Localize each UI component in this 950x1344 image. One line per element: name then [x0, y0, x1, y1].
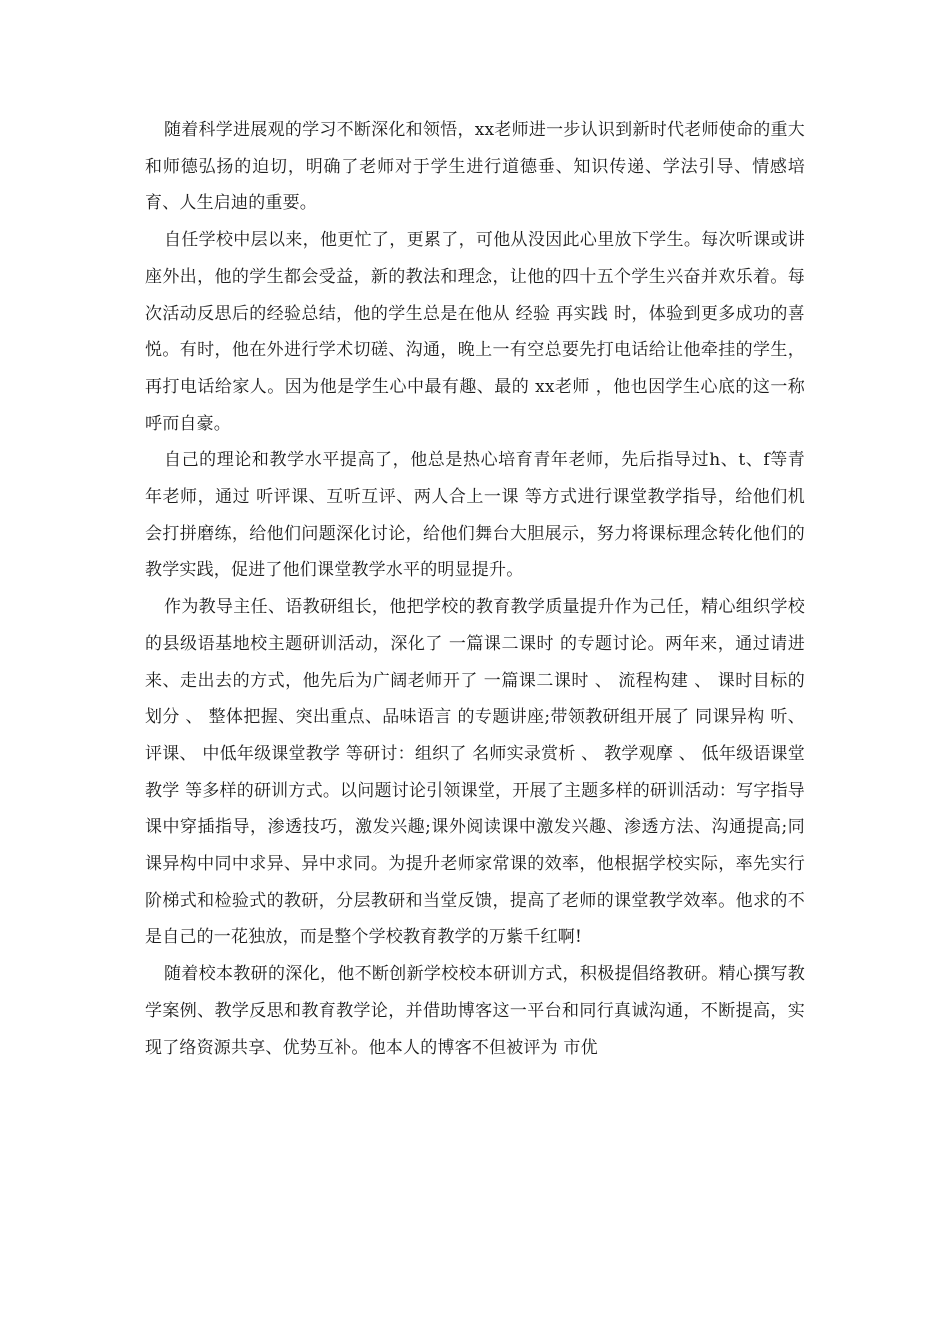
paragraph: 随着校本教研的深化，他不断创新学校校本研训方式，积极提倡络教研。精心撰写教学案例、教学反思和教育教学论，并借助博客这一平台和同行真诚沟通，不断提高，实现了络资源共享、优势互补。他本人的博客不但被评为 市优 [145, 964, 805, 1058]
paragraph: 随着科学进展观的学习不断深化和领悟，xx老师进一步认识到新时代老师使命的重大和师德弘扬的迫切，明确了老师对于学生进行道德垂、知识传递、学法引导、情感培育、人生启迪的重要。 [145, 120, 805, 214]
paragraph: 自己的理论和教学水平提高了，他总是热心培育青年老师，先后指导过h、t、f等青年老师，通过 听评课、互听互评、两人合上一课 等方式进行课堂教学指导，给他们机会打拼磨练，给他们问题深化讨论，给他们舞台大胆展示，努力将课标理念转化他们的教学实践，促进了他们课堂教学水平的明显提升。 [145, 450, 805, 581]
document-body [145, 112, 805, 1066]
paragraph: 作为教导主任、语教研组长，他把学校的教育教学质量提升作为己任，精心组织学校的县级语基地校主题研训活动，深化了 一篇课二课时 的专题讨论。两年来，通过请进来、走出去的方式，他先后为广阔老师开了 一篇课二课时 、 流程构建 、 课时目标的划分 、 整体把握、突出重点、品味语言 的专题讲座;带领教研组开展了 同课异构 听、评课、 中低年级课堂教学 等研讨：组织了 名师实录赏析 、 教学观摩 、 低年级语课堂教学 等多样的研训方式。以问题讨论引领课堂，开展了主题多样的研训活动：写字指导课中穿插指导，渗透技巧，激发兴趣;课外阅读课中激发兴趣、渗透方法、沟通提高;同课异构中同中求异、异中求同。为提升老师家常课的效率，他根据学校实际，率先实行阶梯式和检验式的教研，分层教研和当堂反馈，提高了老师的课堂教学效率。他求的不是自己的一花独放，而是整个学校教育教学的万紫千红啊! [145, 597, 805, 948]
paragraph: 自任学校中层以来，他更忙了，更累了，可他从没因此心里放下学生。每次听课或讲座外出，他的学生都会受益，新的教法和理念，让他的四十五个学生兴奋并欢乐着。每次活动反思后的经验总结，他的学生总是在他从 经验 再实践 时，体验到更多成功的喜悦。有时，他在外进行学术切磋、沟通，晚上一有空总要先打电话给让他牵挂的学生，再打电话给家人。因为他是学生心中最有趣、最的 xx老师 ，他也因学生心底的这一称呼而自豪。 [145, 230, 805, 434]
